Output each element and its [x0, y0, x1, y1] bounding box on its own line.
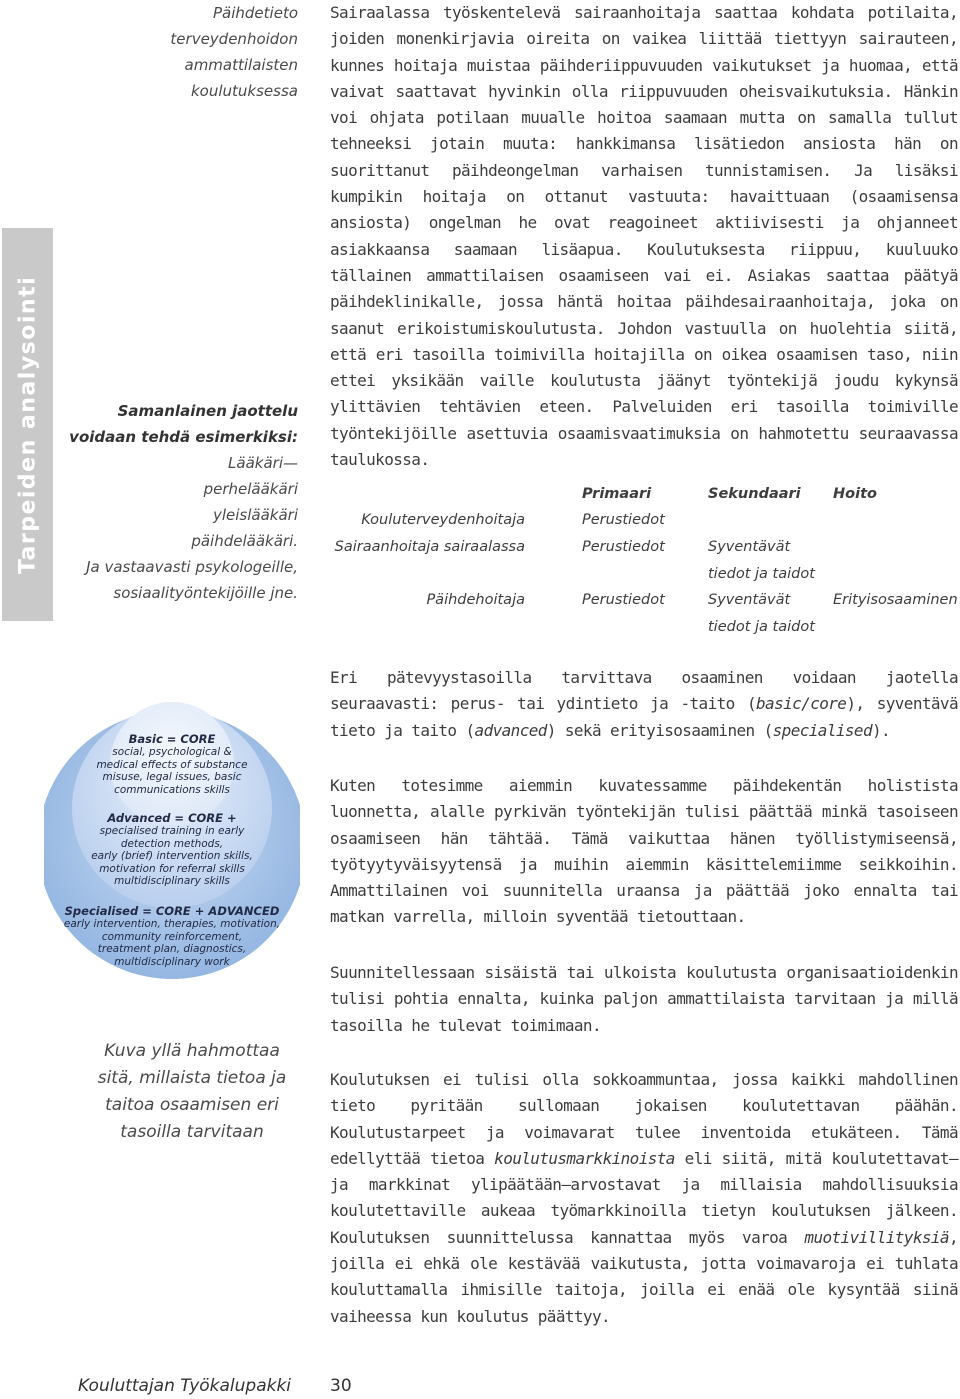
- table-row: [330, 587, 960, 640]
- paragraph-text: Suunnitellessaan sisäistä tai ulkoista koulutusta organisaatioidenkin tulisi pohtia ennalta, kuinka paljon ammattilaista tarvitaan ja millä tasoilla he tulevat toimimaan.: [330, 963, 958, 1035]
- level-line: early (brief) intervention skills,: [91, 850, 253, 863]
- hoito-cell: Erityisosaaminen: [833, 592, 958, 608]
- level-line: motivation for referral skills: [99, 862, 245, 875]
- role-cell: Kouluterveydenhoitaja: [361, 512, 525, 528]
- level-line: multidisciplinary skills: [114, 875, 230, 888]
- page-number: 30: [330, 1376, 352, 1396]
- level-title: Specialised = CORE + ADVANCED: [64, 904, 280, 918]
- section-tab: [2, 228, 53, 621]
- level-line: multidisciplinary work: [114, 955, 230, 968]
- level-line: communications skills: [114, 783, 230, 796]
- term-koulutusmarkkinat: koulutusmarkkinoista: [494, 1148, 675, 1168]
- level-line: early intervention, therapies, motivation,: [63, 918, 281, 930]
- level-line: detection methods,: [120, 837, 224, 850]
- level-basic: [44, 733, 300, 796]
- margin-note-top: [170, 0, 298, 104]
- margin-note-line: terveydenhoidon: [170, 30, 298, 48]
- primaari-cell: Perustiedot: [582, 539, 665, 555]
- body-paragraph-1: [330, 0, 958, 473]
- figure-caption: [80, 1038, 304, 1146]
- margin-note-line: yleislääkäri: [212, 506, 298, 524]
- margin-note-line: Lääkäri—: [228, 454, 298, 472]
- level-line: medical effects of substance: [96, 758, 248, 771]
- primaari-cell: Perustiedot: [582, 592, 665, 608]
- sekundaari-cell: Syventävät tiedot ja taidot: [708, 539, 815, 582]
- body-paragraph-2: [330, 665, 958, 744]
- margin-note-lead: Samanlainen jaottelu: [117, 402, 298, 420]
- body-paragraph-4: [330, 960, 958, 1039]
- term-basic-core: basic/core: [756, 694, 847, 714]
- section-tab-label: Tarpeiden analysointi: [15, 275, 40, 574]
- footer-title: Kouluttajan Työkalupakki: [78, 1376, 292, 1396]
- sekundaari-cell: Syventävät tiedot ja taidot: [708, 592, 815, 635]
- body-paragraph-3: [330, 773, 958, 931]
- level-line: community reinforcement,: [101, 930, 243, 943]
- competence-table: [330, 481, 960, 640]
- paragraph-text: Kuten totesimme aiemmin kuvatessamme päihdekentän holistista luonnetta, alalle pyrkivän työntekijän tulisi päättää minkä tasoiseen osaamiseen hän tähtää. Tämä vaikuttaa hänen työllistymiseensä, työtyytyväisyytensä ja muihin aiemmin käsittelemiimme seikkoihin. Ammattilainen voi suunnitella uraansa ja päättää joko ennalta tai matkan varrella, milloin syventää tietouttaan.: [330, 776, 958, 927]
- paragraph-text: Koulutuksen ei tulisi olla sokkoammuntaa, jossa kaikki mahdollinen tieto pyritään sullomaan jokaisen koulutettavan päähän. Koulutustarpeet ja voimavarat tulee inventoida etukäteen. Tämä edellyttää tietoa koulutusmarkkinoista eli siitä, mitä koulutettavat—ja markkinat ylipäätään—arvostavat ja millaisia mahdollisuuksia koulutettaville aukeaa työmarkkinoilla tietyn koulutuksen jälkeen. Koulutuksen suunnittelussa kannattaa myös varoa muotivillityksiä, joilla ei ehkä ole kestävää vaikutusta, jotta voimavaroja ei tuhlata kouluttamalla ihmisille taitoja, joilla ei enää ole kysyntää siinä vaiheessa kun koulutus päättyy.: [330, 1070, 958, 1326]
- table-header-row: [330, 481, 960, 507]
- margin-note-line: Ja vastaavasti psykologeille,: [86, 558, 298, 576]
- role-cell: Päihdehoitaja: [426, 592, 525, 608]
- paragraph-text: Sairaalassa työskentelevä sairaanhoitaja saattaa kohdata potilaita, joiden monenkirjavia oireita on vaikea liittää tiettyyn sairauteen, kunnes hoitaja muistaa päihderiippuvuuden vaikutukset ja huomaa, että vaivat saattavat hyvinkin olla riippuvuuden oheisvaikutuksia. Hänkin voi ohjata potilaan muualle hoitoa saamaan mutta on samalla tullut tehneeksi jotain muuta: hankkimansa lisätiedon ansiosta hän on suorittanut päihdeongelman varhaisen tunnistamisen. Ja lisäksi kumpikin hoitaja on ottanut vastuuta: havaittuaan (osaamisensa ansiosta) ongelman he ovat reagoineet aktiivisesti ja ohjanneet asiakkaansa saamaan lisäapua. Koulutuksesta riippuu, kuuluuko tällainen ammattilaisen osaamiseen vai ei. Asiakas saattaa päätyä päihdeklinikalle, jossa häntä hoitaa päihdesairaanhoitaja, joka on saanut erikoistumiskoulutusta. Johdon vastuulla on huolehtia siitä, että eri tasoilla toimivilla hoitajilla on oikea osaamisen taso, niin ettei yksikään vaille koulutusta jäänyt työntekijä joudu kykynsä ylittävien tehtävien eteen. Palveluiden eri tasoilla toimiville työntekijöille asettuvia osaamisvaatimuksia on hahmotettu seuraavassa taulukossa.: [330, 3, 958, 470]
- competence-levels-diagram: [44, 700, 300, 990]
- level-specialised: [44, 905, 300, 968]
- term-specialised: specialised: [772, 720, 872, 740]
- header-sekundaari: Sekundaari: [708, 486, 801, 502]
- body-paragraph-5: [330, 1067, 958, 1330]
- table-row: [330, 534, 960, 587]
- caption-line: sitä, millaista tietoa ja: [97, 1068, 287, 1088]
- level-advanced: [44, 812, 300, 888]
- level-line: specialised training in early: [99, 825, 245, 837]
- margin-note-line: Päihdetieto: [213, 4, 298, 22]
- role-cell: Sairaanhoitaja sairaalassa: [334, 539, 525, 555]
- margin-note-line: päihdelääkäri.: [191, 532, 298, 550]
- term-advanced: advanced: [474, 720, 547, 740]
- caption-line: tasoilla tarvitaan: [120, 1122, 264, 1142]
- margin-note-line: koulutuksessa: [191, 82, 298, 100]
- level-title: Advanced = CORE +: [107, 811, 237, 825]
- level-line: misuse, legal issues, basic: [102, 771, 242, 784]
- margin-note-line: perhelääkäri: [203, 480, 298, 498]
- table-row: [330, 507, 960, 534]
- paragraph-text: Eri pätevyystasoilla tarvittava osaaminen voidaan jaotella seuraavasti: perus- tai ydintieto ja -taito (basic/core), syventävä tieto ja taito (advanced) sekä erityisosaaminen (specialised).: [330, 668, 958, 740]
- level-title: Basic = CORE: [128, 732, 216, 746]
- margin-note-lead: voidaan tehdä esimerkiksi:: [69, 428, 298, 446]
- header-primaari: Primaari: [582, 486, 652, 502]
- primaari-cell: Perustiedot: [582, 512, 665, 528]
- margin-note-example: [69, 398, 298, 606]
- header-hoito: Hoito: [833, 486, 877, 502]
- margin-note-line: ammattilaisten: [184, 56, 298, 74]
- level-line: treatment plan, diagnostics,: [97, 943, 247, 956]
- caption-line: taitoa osaamisen eri: [105, 1095, 279, 1115]
- term-muotivillitykset: muotivillityksiä: [804, 1227, 949, 1247]
- level-line: social, psychological &: [112, 746, 232, 758]
- margin-note-line: sosiaalityöntekijöille jne.: [113, 584, 298, 602]
- caption-line: Kuva yllä hahmottaa: [104, 1041, 280, 1061]
